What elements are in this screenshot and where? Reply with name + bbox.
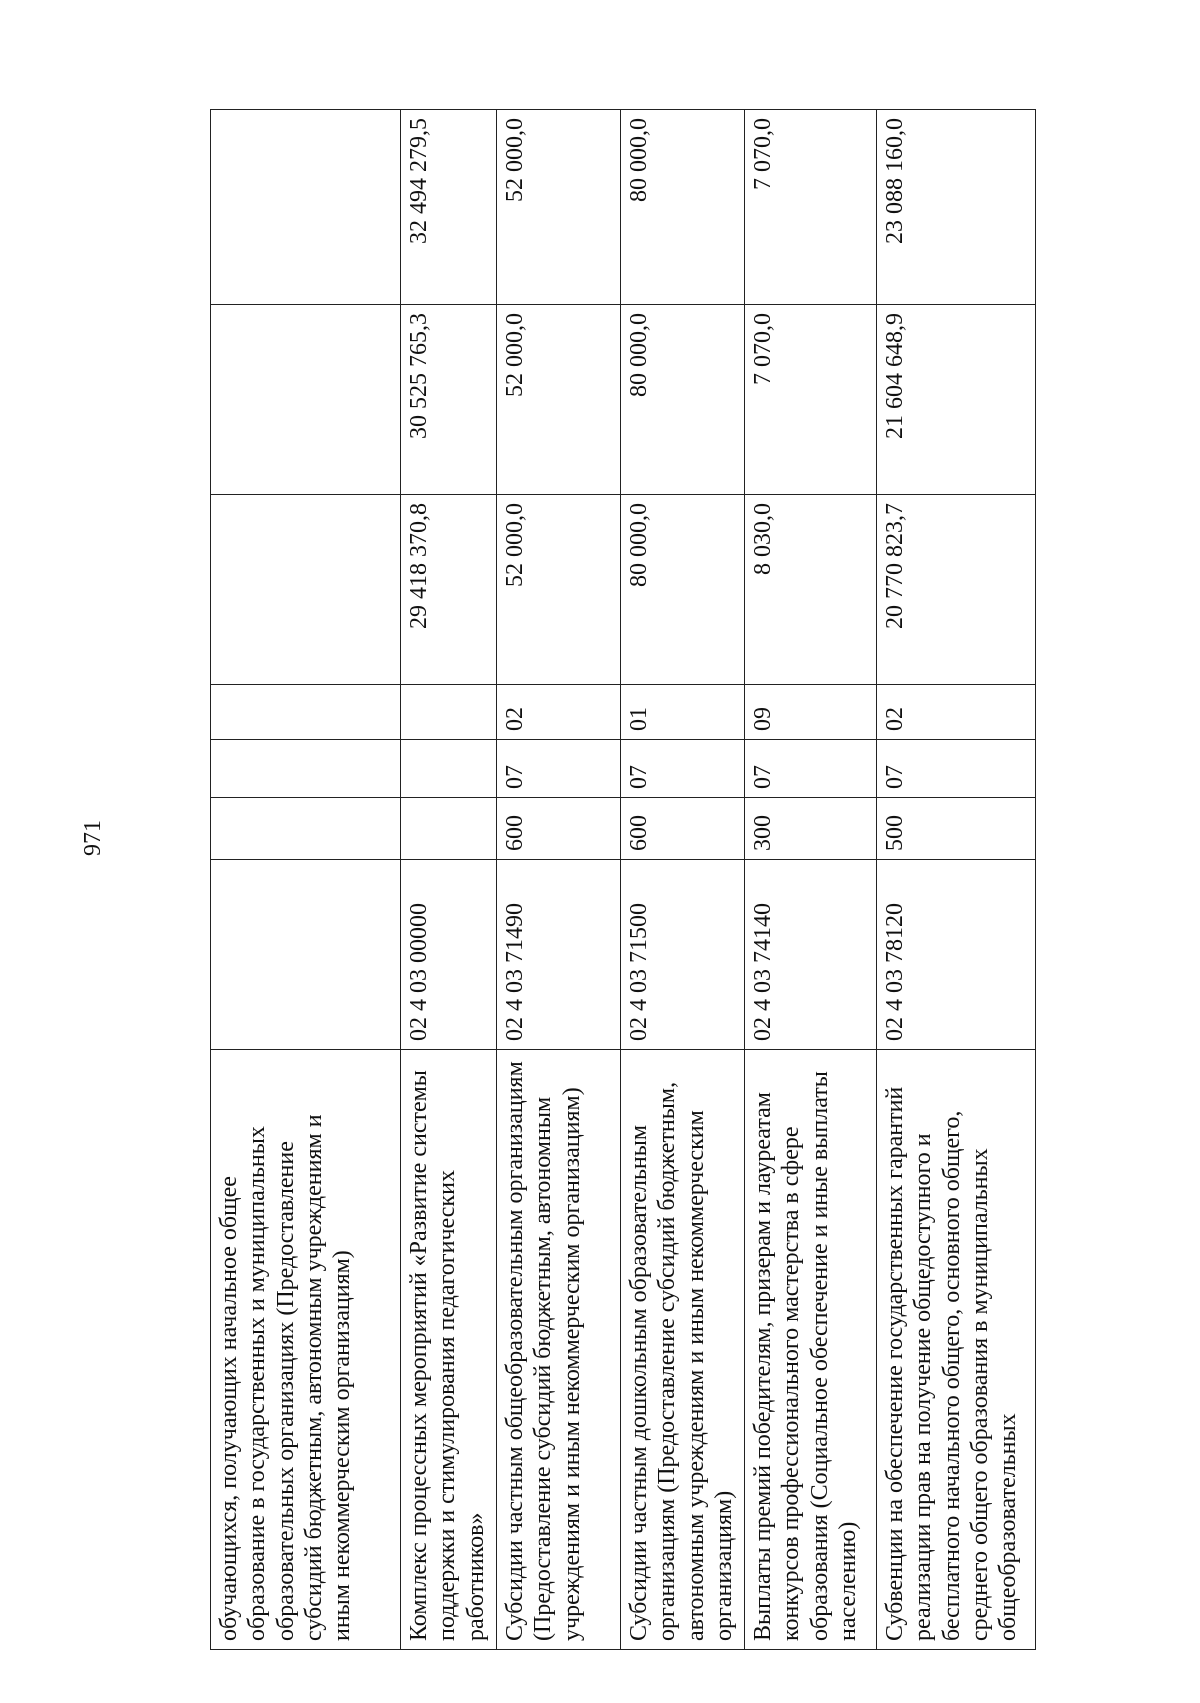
row-value-3-cell: 32 494 279,5 <box>401 110 497 305</box>
row-value-3-cell <box>211 110 401 305</box>
row-name-cell: Субсидии частным дошкольным образовательным организациям (Предоставление субсидий бюджетным, автономным учреждениям и иным некоммерческим организациям) <box>621 1050 745 1650</box>
row-value-2-cell: 21 604 648,9 <box>877 305 1036 495</box>
row-value-1-cell: 29 418 370,8 <box>401 495 497 685</box>
row-name-cell: обучающихся, получающих начальное общее образование в государственных и муниципальных образовательных организациях (Предоставление субсидий бюджетным, автономным учреждениям и иным некоммерческим организациям) <box>211 1050 401 1650</box>
row-value-1-cell: 52 000,0 <box>497 495 621 685</box>
row-value-2-cell: 80 000,0 <box>621 305 745 495</box>
table-row <box>621 110 745 1650</box>
table-row <box>211 110 401 1650</box>
row-code-cell: 02 4 03 71490 <box>497 860 621 1050</box>
row-vr-cell <box>401 798 497 860</box>
row-vr-cell: 300 <box>745 798 877 860</box>
row-value-3-cell: 7 070,0 <box>745 110 877 305</box>
row-value-3-cell: 23 088 160,0 <box>877 110 1036 305</box>
row-code-cell: 02 4 03 00000 <box>401 860 497 1050</box>
row-rz-cell: 07 <box>745 740 877 798</box>
row-rz-cell: 07 <box>497 740 621 798</box>
row-vr-cell: 500 <box>877 798 1036 860</box>
row-value-1-cell: 8 030,0 <box>745 495 877 685</box>
row-value-1-cell: 20 770 823,7 <box>877 495 1036 685</box>
row-rz-cell: 07 <box>621 740 745 798</box>
row-value-1-cell <box>211 495 401 685</box>
row-rz-cell: 07 <box>877 740 1036 798</box>
row-value-2-cell: 7 070,0 <box>745 305 877 495</box>
row-code-cell: 02 4 03 74140 <box>745 860 877 1050</box>
row-value-2-cell: 52 000,0 <box>497 305 621 495</box>
table-row <box>745 110 877 1650</box>
row-name-cell: Субсидии частным общеобразовательным организациям (Предоставление субсидий бюджетным, автономным учреждениям и иным некоммерческим организациям) <box>497 1050 621 1650</box>
row-name-cell: Комплекс процессных мероприятий «Развитие системы поддержки и стимулирования педагогических работников» <box>401 1050 497 1650</box>
row-vr-cell: 600 <box>497 798 621 860</box>
rotated-table-container <box>210 110 1035 1650</box>
row-rz-cell <box>211 740 401 798</box>
row-value-3-cell: 52 000,0 <box>497 110 621 305</box>
row-pr-cell <box>211 685 401 740</box>
table-row <box>401 110 497 1650</box>
row-name-cell: Субвенции на обеспечение государственных гарантий реализации прав на получение общедоступного и бесплатного начального общего, основного общего, среднего общего образования в муниципальных общеобразовательных <box>877 1050 1036 1650</box>
row-vr-cell: 600 <box>621 798 745 860</box>
table-row <box>877 110 1036 1650</box>
row-pr-cell: 01 <box>621 685 745 740</box>
row-code-cell <box>211 860 401 1050</box>
row-value-3-cell: 80 000,0 <box>621 110 745 305</box>
row-pr-cell: 09 <box>745 685 877 740</box>
row-code-cell: 02 4 03 78120 <box>877 860 1036 1050</box>
row-value-2-cell: 30 525 765,3 <box>401 305 497 495</box>
row-value-1-cell: 80 000,0 <box>621 495 745 685</box>
row-pr-cell <box>401 685 497 740</box>
page-number: 971 <box>79 820 106 856</box>
table-row <box>497 110 621 1650</box>
row-name-cell: Выплаты премий победителям, призерам и лауреатам конкурсов профессионального мастерства в сфере образования (Социальное обеспечение и иные выплаты населению) <box>745 1050 877 1650</box>
row-pr-cell: 02 <box>877 685 1036 740</box>
row-code-cell: 02 4 03 71500 <box>621 860 745 1050</box>
budget-table <box>210 109 1036 1650</box>
row-value-2-cell <box>211 305 401 495</box>
row-vr-cell <box>211 798 401 860</box>
row-pr-cell: 02 <box>497 685 621 740</box>
row-rz-cell <box>401 740 497 798</box>
